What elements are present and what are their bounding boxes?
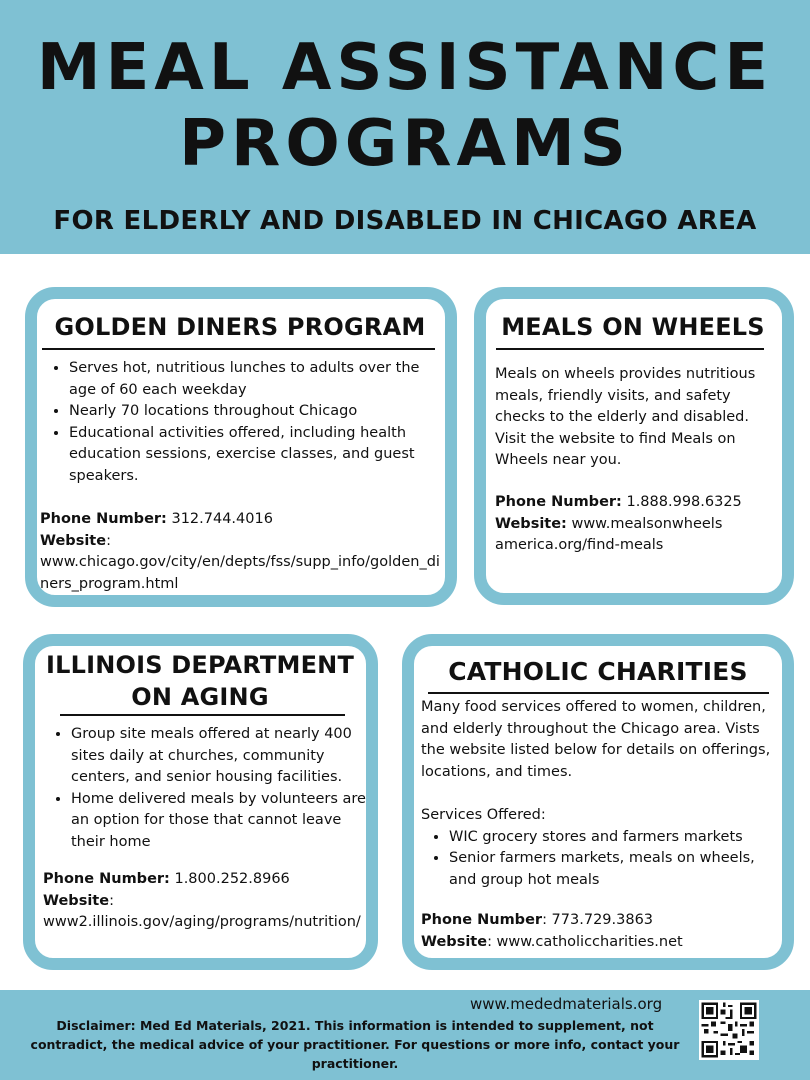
phone-label: Phone Number: [495,494,622,510]
website-link[interactable]: : www.catholiccharities.net [487,933,683,950]
list-item: • WIC grocery stores and farmers markets [449,827,783,849]
golden-diners-bullets [41,358,441,487]
meals-on-wheels-title: MEALS ON WHEELS [501,313,765,341]
disclaimer: Disclaimer: Med Ed Materials, 2021. This information is intended to supplement, not contradict, the medical advice of your practitioner. For questions or more info, contact your practitioner. [30,1018,680,1071]
phone-number: : 773.729.3863 [542,912,654,928]
golden-diners-divider [42,348,435,350]
illinois-aging-bullets [43,724,368,853]
phone-label: Phone Number: [40,511,167,527]
meals-on-wheels-description: Meals on wheels provides nutritious meals, friendly visits, and safety checks to the elderly and disabled. Visit the website to find Meals on Wheels near you. [495,366,756,468]
title-line-2: PROGRAMS [179,107,631,181]
catholic-charities-title: CATHOLIC CHARITIES [448,657,748,686]
list-item: • Nearly 70 locations throughout Chicago [69,401,441,423]
website-label: Website [43,892,110,909]
phone-label: Phone Number [421,912,543,928]
footer [0,990,810,1080]
services-label: Services Offered: [421,807,546,823]
header-banner [0,0,810,254]
title-line-1: MEAL ASSISTANCE [36,31,774,105]
catholic-charities-contact [421,910,783,953]
meals-on-wheels-contact [495,492,745,557]
phone-number: 1.888.998.6325 [626,494,742,510]
page-subtitle: FOR ELDERLY AND DISABLED IN CHICAGO AREA [53,206,757,236]
phone-label: Phone Number: [43,871,170,887]
list-item: • Home delivered meals by volunteers are an option for those that cannot leave their home [71,789,368,854]
meals-on-wheels-divider [496,348,764,350]
website-link[interactable]: www.mealsonwheels america.org/find-meals [495,515,723,553]
list-item: • Serves hot, nutritious lunches to adults over the age of 60 each weekday [69,358,441,401]
website-label: Website [40,532,107,549]
website-label: Website [421,933,488,950]
website-link[interactable]: www2.illinois.gov/aging/programs/nutrition/ [43,914,361,930]
catholic-charities-description: Many food services offered to women, children, and elderly throughout the Chicago area. Vists the website listed below for details on offerings, locations, and times. [421,699,771,780]
qr-code-icon[interactable] [699,1000,759,1060]
website-link[interactable]: www.chicago.gov/city/en/depts/fss/supp_info/golden_diners_program.html [40,554,440,592]
list-item: • Senior farmers markets, meals on wheels, and group hot meals [449,848,783,891]
golden-diners-title: GOLDEN DINERS PROGRAM [54,313,426,341]
footer-url[interactable]: www.mededmaterials.org [470,995,663,1013]
catholic-charities-services [421,805,783,891]
list-item: • Educational activities offered, including health education sessions, exercise classes, and guest speakers. [69,423,441,488]
illinois-aging-title: ILLINOIS DEPARTMENT ON AGING [45,651,355,711]
list-item: • Group site meals offered at nearly 400 sites daily at churches, community centers, and senior housing facilities. [71,724,368,789]
page-title [0,30,810,182]
illinois-aging-contact: Phone Number: 1.800.252.8966 Website: www2.illinois.gov/aging/programs/nutrition/ [43,869,368,934]
phone-number: 1.800.252.8966 [174,871,290,887]
catholic-charities-divider [428,692,769,694]
golden-diners-contact: Phone Number: 312.744.4016 Website: www.chicago.gov/city/en/depts/fss/supp_info/golden_diners_program.html [40,509,448,595]
website-label: Website: [495,515,567,532]
illinois-aging-divider [60,714,345,716]
phone-number: 312.744.4016 [171,511,273,527]
